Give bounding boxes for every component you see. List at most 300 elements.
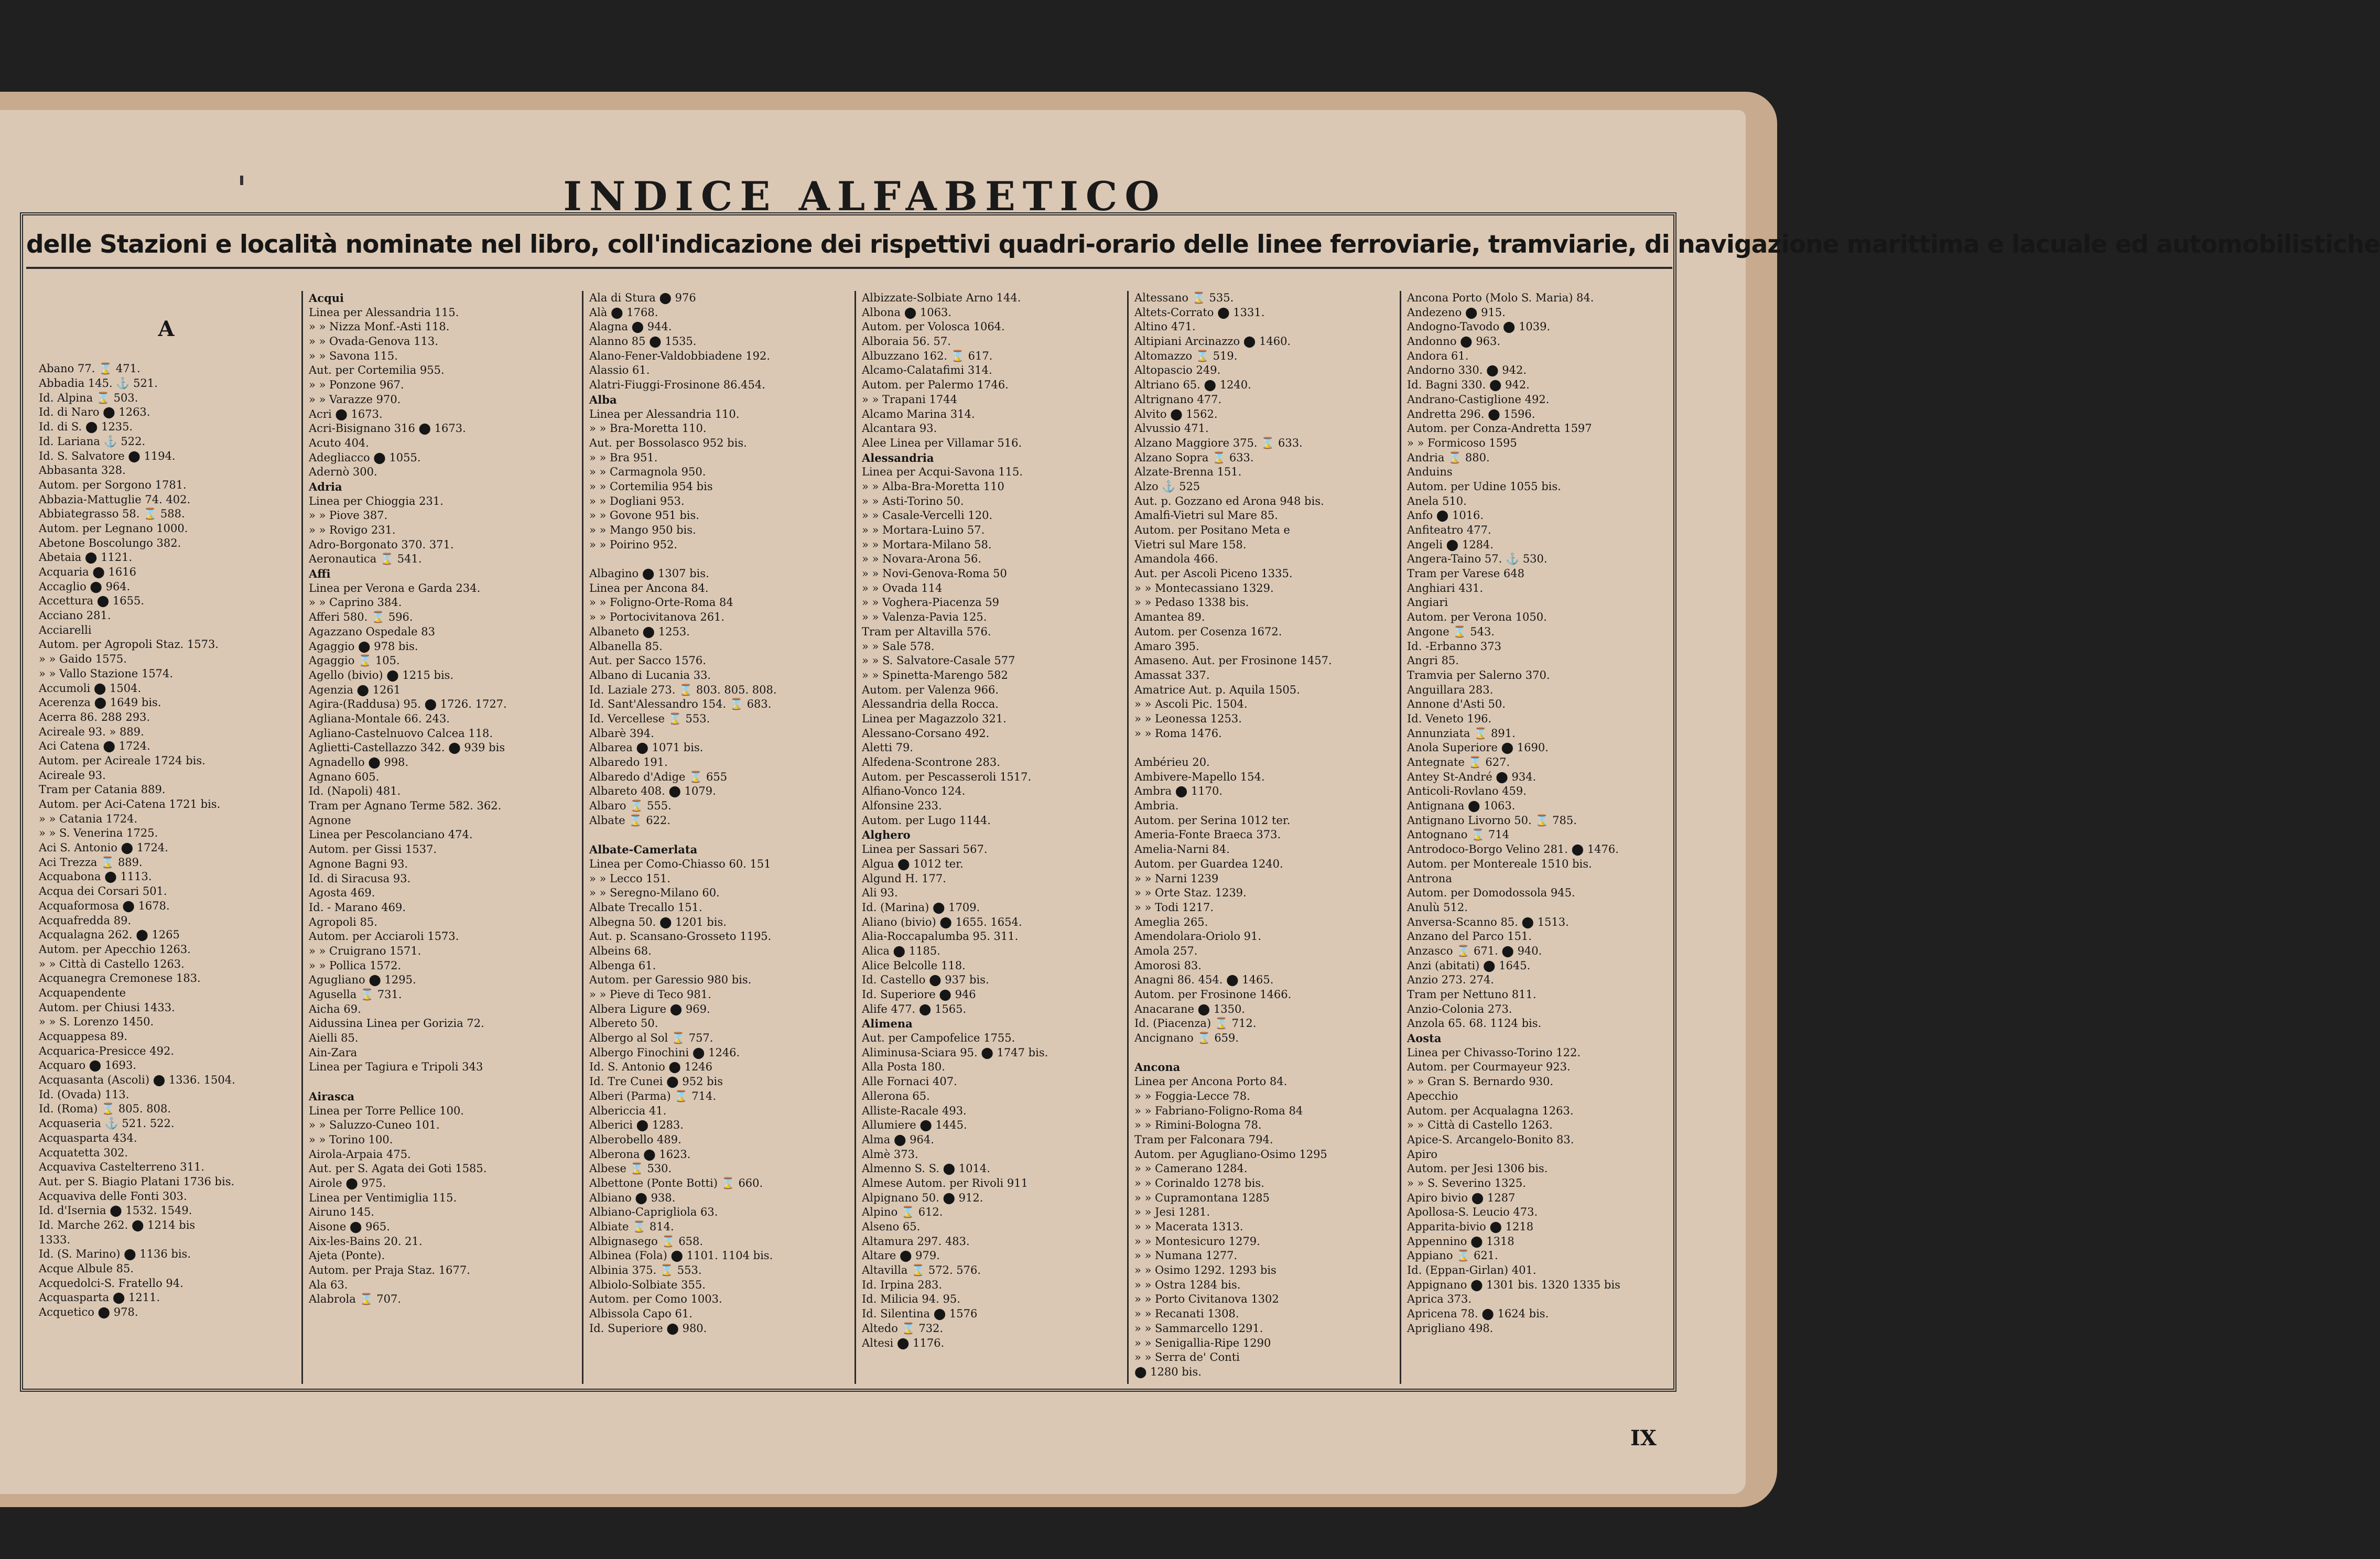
index-entry: Aglietti-Castellazzo 342. ⬤ 939 bis	[309, 741, 505, 754]
index-entry: Ala di Stura ⬤ 976	[589, 291, 696, 304]
index-entry: Autom. per Garessio 980 bis.	[589, 973, 752, 987]
index-entry: » » Montecassiano 1329.	[1134, 581, 1274, 594]
index-entry: Autom. per Apecchio 1263.	[39, 943, 191, 956]
index-entry: Ancignano ⌛ 659.	[1134, 1032, 1239, 1045]
index-entry: » » Piove 387.	[309, 509, 388, 522]
index-entry: Aut. p. Gozzano ed Arona 948 bis.	[1134, 494, 1324, 507]
index-entry: Albeins 68.	[589, 944, 652, 957]
index-entry: Anola Superiore ⬤ 1690.	[1407, 741, 1549, 754]
index-entry: Altavilla ⌛ 572. 576.	[862, 1264, 981, 1277]
index-entry: » » Saluzzo-Cuneo 101.	[309, 1119, 440, 1132]
index-heading-entry: Affi	[309, 567, 331, 581]
index-entry: Amaro 395.	[1134, 640, 1199, 653]
index-entry: Alfiano-Vonco 124.	[862, 785, 966, 798]
index-entry: Alcantara 93.	[862, 422, 937, 435]
index-entry: Tramvia per Salerno 370.	[1407, 668, 1550, 681]
index-entry: Agnone	[309, 814, 351, 827]
index-entry: Anghiari 431.	[1407, 581, 1484, 594]
index-entry: Alberona ⬤ 1623.	[589, 1147, 691, 1161]
index-entry: Aletti 79.	[862, 741, 913, 754]
index-entry: Alzo ⚓ 525	[1134, 480, 1200, 493]
index-entry: Agaggio ⬤ 978 bis.	[309, 640, 418, 653]
index-entry: Tram per Agnano Terme 582. 362.	[309, 799, 502, 813]
index-entry: Autom. per Sorgono 1781.	[39, 478, 187, 491]
index-entry: Id. Vercellese ⌛ 553.	[589, 712, 710, 725]
index-entry: Id. (S. Marino) ⬤ 1136 bis.	[39, 1248, 191, 1261]
index-entry: » » Foggia-Lecce 78.	[1134, 1089, 1250, 1102]
index-entry: Airuno 145.	[309, 1206, 375, 1219]
index-entry: Albaredo d'Adige ⌛ 655	[589, 770, 728, 783]
index-entry: Altamura 297. 483.	[862, 1235, 970, 1248]
index-entry: Acquafredda 89.	[39, 914, 132, 927]
index-entry: Agnone Bagni 93.	[309, 857, 408, 870]
index-entry: Aicha 69.	[309, 1002, 361, 1015]
index-entry: Antey St-André ⬤ 934.	[1407, 770, 1537, 783]
index-entry: » » S. Lorenzo 1450.	[39, 1015, 154, 1028]
index-entry: Alberici ⬤ 1283.	[589, 1119, 684, 1132]
index-entry: Autom. per Frosinone 1466.	[1134, 988, 1292, 1001]
index-entry: Albergo Finochini ⬤ 1246.	[589, 1046, 740, 1059]
index-entry: Agnano 605.	[309, 770, 380, 783]
index-entry: » » Voghera-Piacenza 59	[862, 596, 1000, 609]
index-entry: Aut. per Ascoli Piceno 1335.	[1134, 567, 1293, 580]
index-entry: Accumoli ⬤ 1504.	[39, 681, 142, 695]
index-entry: Alanno 85 ⬤ 1535.	[589, 335, 697, 348]
index-entry: » » Senigallia-Ripe 1290	[1134, 1336, 1271, 1349]
index-entry: » » Osimo 1292. 1293 bis	[1134, 1264, 1276, 1277]
index-entry: Alcamo Marina 314.	[862, 407, 975, 420]
index-entry: » » Asti-Torino 50.	[862, 494, 964, 507]
index-entry: Alpino ⌛ 612.	[862, 1206, 943, 1219]
index-entry: Amola 257.	[1134, 944, 1198, 957]
index-column-2	[307, 291, 564, 1387]
index-entry: Id. Lariana ⚓ 522.	[39, 435, 146, 448]
index-entry: Albaro ⌛ 555.	[589, 799, 672, 813]
index-entry: » » Foligno-Orte-Roma 84	[589, 596, 733, 609]
column-divider	[1400, 291, 1401, 1384]
index-entry: Ala 63.	[309, 1278, 348, 1291]
index-entry: Id. Veneto 196.	[1407, 712, 1492, 725]
index-entry: Autom. per Udine 1055 bis.	[1407, 480, 1561, 493]
index-entry: » » Montesicuro 1279.	[1134, 1235, 1260, 1248]
index-entry: Id. -Erbanno 373	[1407, 640, 1501, 653]
index-entry: Alcamo-Calatafimi 314.	[862, 364, 992, 377]
index-entry: » » Numana 1277.	[1134, 1249, 1238, 1262]
index-entry: Autom. per Legnano 1000.	[39, 522, 188, 535]
index-entry: » » Corinaldo 1278 bis.	[1134, 1176, 1264, 1189]
index-entry	[309, 1075, 564, 1089]
index-entry: Id. di Siracusa 93.	[309, 872, 411, 885]
index-entry: » » Sammarcello 1291.	[1134, 1322, 1263, 1335]
index-entry: » » Spinetta-Marengo 582	[862, 668, 1008, 681]
index-entry: Linea per Acqui-Savona 115.	[862, 465, 1023, 479]
index-entry: Id. (Eppan-Girlan) 401.	[1407, 1264, 1537, 1277]
index-heading-entry: Alimena	[862, 1017, 913, 1031]
index-entry: Ain-Zara	[309, 1046, 358, 1059]
index-entry: Algund H. 177.	[862, 872, 946, 885]
index-entry: Alberi (Parma) ⌛ 714.	[589, 1089, 717, 1102]
index-entry: Id. (Piacenza) ⌛ 712.	[1134, 1017, 1257, 1030]
index-entry: Ambérieu 20.	[1134, 756, 1210, 768]
index-entry: Id. Marche 262. ⬤ 1214 bis	[39, 1218, 196, 1231]
index-entry: Apollosa-S. Leucio 473.	[1407, 1206, 1538, 1219]
index-entry: Appiano ⌛ 621.	[1407, 1249, 1498, 1262]
index-entry: Albese ⌛ 530.	[589, 1162, 672, 1175]
index-entry: Albate ⌛ 622.	[589, 814, 670, 827]
index-column-6	[1405, 291, 1672, 1387]
index-entry: Id. (Ovada) 113.	[39, 1088, 129, 1101]
index-entry: Apparita-bivio ⬤ 1218	[1407, 1220, 1534, 1233]
index-entry: Acqua dei Corsari 501.	[39, 885, 167, 898]
index-entry: Alfedena-Scontrone 283.	[862, 756, 1000, 768]
index-entry: Acquaviva delle Fonti 303.	[39, 1189, 187, 1203]
index-entry: Acquasparta ⬤ 1211.	[39, 1291, 160, 1304]
index-entry: Alano-Fener-Valdobbiadene 192.	[589, 349, 771, 362]
index-entry: Apiro	[1407, 1147, 1438, 1161]
index-entry: Ambra ⬤ 1170.	[1134, 785, 1223, 798]
index-entry: Linea per Alessandria 110.	[589, 407, 740, 420]
index-entry: Amandola 466.	[1134, 553, 1218, 566]
index-entry: Agugliano ⬤ 1295.	[309, 973, 416, 987]
index-entry: Acquaro ⬤ 1693.	[39, 1059, 137, 1072]
index-entry: Tram per Altavilla 576.	[862, 625, 991, 638]
index-entry: Albaredo 191.	[589, 756, 668, 768]
index-entry: Aliminusa-Sciara 95. ⬤ 1747 bis.	[862, 1046, 1048, 1059]
page-title: INDICE ALFABETICO	[563, 173, 1167, 220]
index-entry: Acuto 404.	[309, 436, 369, 449]
index-entry: Amendolara-Oriolo 91.	[1134, 930, 1262, 943]
index-entry: Alassio 61.	[589, 364, 650, 377]
index-entry: Angera-Taino 57. ⚓ 530.	[1407, 553, 1548, 566]
index-entry: » » Torino 100.	[309, 1133, 393, 1146]
index-entry: Alseno 65.	[862, 1220, 921, 1233]
index-entry: » » Vallo Stazione 1574.	[39, 667, 174, 680]
index-entry: » » Trapani 1744	[862, 393, 957, 406]
index-entry: Apricena 78. ⬤ 1624 bis.	[1407, 1307, 1549, 1320]
index-heading-entry: Airasca	[309, 1089, 355, 1103]
index-entry: Autom. per Conza-Andretta 1597	[1407, 422, 1592, 435]
index-entry: Appennino ⬤ 1318	[1407, 1235, 1514, 1248]
index-entry: Altessano ⌛ 535.	[1134, 291, 1234, 304]
index-entry: Autom. per Palermo 1746.	[862, 378, 1009, 392]
index-entry: Abetone Boscolungo 382.	[39, 536, 181, 549]
index-entry: Alabrola ⌛ 707.	[309, 1293, 402, 1306]
index-entry: Id. Alpina ⌛ 503.	[39, 391, 138, 404]
index-entry: Aeronautica ⌛ 541.	[309, 553, 422, 566]
index-entry: Acri ⬤ 1673.	[309, 407, 383, 420]
index-entry: Antrona	[1407, 872, 1452, 885]
index-entry: Albona ⬤ 1063.	[862, 306, 951, 319]
index-entry: Autom. per Acireale 1724 bis.	[39, 754, 205, 767]
index-entry: Antognano ⌛ 714	[1407, 828, 1510, 841]
index-entry: Abbadia 145. ⚓ 521.	[39, 377, 158, 390]
index-entry: Linea per Alessandria 115.	[309, 306, 459, 319]
index-entry: Altino 471.	[1134, 320, 1196, 333]
index-entry: Acciano 281.	[39, 609, 111, 622]
index-entry: Acque Albule 85.	[39, 1262, 134, 1275]
index-entry: Adegliacco ⬤ 1055.	[309, 451, 421, 464]
index-entry: Andora 61.	[1407, 349, 1469, 362]
index-entry: Angone ⌛ 543.	[1407, 625, 1495, 638]
index-entry: Almese Autom. per Rivoli 911	[862, 1176, 1028, 1189]
index-entry: Id. Sant'Alessandro 154. ⌛ 683.	[589, 698, 772, 711]
index-entry: Acquedolci-S. Fratello 94.	[39, 1276, 183, 1290]
index-entry: » » Carmagnola 950.	[589, 465, 706, 479]
index-entry: » » Caprino 384.	[309, 596, 402, 609]
index-entry: » » Govone 951 bis.	[589, 509, 699, 522]
index-entry: Albizzate-Solbiate Arno 144.	[862, 291, 1021, 304]
index-entry: Autom. per Serina 1012 ter.	[1134, 814, 1291, 827]
index-entry: Alfonsine 233.	[862, 799, 942, 813]
index-entry	[1134, 1046, 1394, 1060]
index-entry: Acqualagna 262. ⬤ 1265	[39, 928, 180, 941]
index-entry: Albanella 85.	[589, 640, 663, 653]
index-entry: Tram per Varese 648	[1407, 567, 1524, 580]
index-entry: Ancona Porto (Molo S. Maria) 84.	[1407, 291, 1594, 304]
index-entry: Acquatetta 302.	[39, 1146, 128, 1159]
index-entry: Alessano-Corsano 492.	[862, 727, 990, 740]
index-entry: Adernò 300.	[309, 465, 377, 479]
index-entry: Ali 93.	[862, 886, 898, 900]
index-entry: Linea per Sassari 567.	[862, 843, 988, 856]
index-entry: » » Camerano 1284.	[1134, 1162, 1248, 1175]
index-entry: Albiate ⌛ 814.	[589, 1220, 674, 1233]
column-divider	[301, 291, 303, 1384]
index-entry: Autom. per Como 1003.	[589, 1293, 722, 1306]
index-entry: Albarè 394.	[589, 727, 654, 740]
index-entry: Agnadello ⬤ 998.	[309, 756, 409, 768]
index-entry: Acerenza ⬤ 1649 bis.	[39, 696, 161, 709]
index-entry: Albericcia 41.	[589, 1104, 667, 1117]
index-entry: Acquaviva Castelterreno 311.	[39, 1161, 204, 1174]
index-entry: Aut. per Sacco 1576.	[589, 654, 706, 667]
index-entry: Accaglio ⬤ 964.	[39, 580, 131, 593]
index-entry: » » Pollica 1572.	[309, 959, 402, 972]
index-entry: Autom. per Lugo 1144.	[862, 814, 991, 827]
index-entry: Albinia 375. ⌛ 553.	[589, 1264, 702, 1277]
index-entry: Autom. per Praja Staz. 1677.	[309, 1264, 470, 1277]
index-entry: Alia-Roccapalumba 95. 311.	[862, 930, 1019, 943]
index-entry: Albiano-Caprigliola 63.	[589, 1206, 718, 1219]
index-entry: » » Todi 1217.	[1134, 901, 1214, 914]
index-entry: Alma ⬤ 964.	[862, 1133, 934, 1146]
index-entry: Acquapendente	[39, 986, 126, 999]
index-entry: Aci S. Antonio ⬤ 1724.	[39, 841, 168, 854]
index-entry: Anguillara 283.	[1407, 683, 1494, 696]
index-entry: Alberobello 489.	[589, 1133, 681, 1146]
index-entry: Allerona 65.	[862, 1089, 930, 1102]
index-entry: Altrignano 477.	[1134, 393, 1222, 406]
index-entry: Anzio-Colonia 273.	[1407, 1002, 1512, 1015]
index-column-1	[37, 291, 294, 1387]
index-entry: » » Novi-Genova-Roma 50	[862, 567, 1007, 580]
index-entry: » » Città di Castello 1263.	[39, 957, 185, 970]
index-entry: Abbiategrasso 58. ⌛ 588.	[39, 507, 185, 521]
index-entry: Acquasanta (Ascoli) ⬤ 1336. 1504.	[39, 1074, 235, 1087]
index-entry: » » Pieve di Teco 981.	[589, 988, 711, 1001]
index-entry: Agenzia ⬤ 1261	[309, 683, 401, 696]
index-entry: Alatri-Fiuggi-Frosinone 86.454.	[589, 378, 765, 392]
index-entry: Aut. per S. Agata dei Goti 1585.	[309, 1162, 487, 1175]
index-entry: Linea per Ancona 84.	[589, 581, 709, 594]
index-entry: » » Recanati 1308.	[1134, 1307, 1239, 1320]
index-entry: Acquaseria ⚓ 521. 522.	[39, 1117, 175, 1130]
index-heading-entry: Albate-Camerlata	[589, 843, 698, 857]
index-entry: Acquaria ⬤ 1616	[39, 566, 136, 578]
index-entry: Id. - Marano 469.	[309, 901, 406, 914]
index-entry: Id. (Roma) ⌛ 805. 808.	[39, 1102, 171, 1116]
index-entry: Albignasego ⌛ 658.	[589, 1235, 704, 1248]
index-entry: Autom. per Agropoli Staz. 1573.	[39, 638, 219, 651]
index-entry	[39, 291, 294, 306]
index-entry: » » Roma 1476.	[1134, 727, 1222, 740]
index-entry: Acireale 93.	[39, 768, 106, 782]
index-entry: Autom. per Aci-Catena 1721 bis.	[39, 798, 221, 810]
index-entry: Anacarane ⬤ 1350.	[1134, 1002, 1245, 1015]
index-entry: Adro-Borgonato 370. 371.	[309, 538, 454, 551]
page-number: IX	[1630, 1426, 1657, 1450]
index-entry: Altare ⬤ 979.	[862, 1249, 940, 1262]
index-entry: » » Serra de' Conti	[1134, 1351, 1240, 1364]
index-entry: Tram per Catania 889.	[39, 783, 166, 796]
index-entry: Acquabona ⬤ 1113.	[39, 870, 152, 883]
index-entry: Alla Posta 180.	[862, 1060, 945, 1074]
index-entry	[589, 828, 849, 842]
index-entry: Anagni 86. 454. ⬤ 1465.	[1134, 973, 1274, 987]
index-entry: Amantea 89.	[1134, 611, 1205, 624]
index-entry: » » Varazze 970.	[309, 393, 401, 406]
index-entry: Aut. per Cortemilia 955.	[309, 364, 445, 377]
index-entry: Agropoli 85.	[309, 915, 377, 928]
index-entry: Aprica 373.	[1407, 1293, 1472, 1306]
index-entry: Autom. per Montereale 1510 bis.	[1407, 857, 1592, 870]
index-entry: Acquappesa 89.	[39, 1030, 128, 1043]
index-entry: Andogno-Tavodo ⬤ 1039.	[1407, 320, 1551, 333]
index-entry: Antignana ⬤ 1063.	[1407, 799, 1516, 813]
index-entry: » » Rimini-Bologna 78.	[1134, 1119, 1262, 1132]
index-entry: Autom. per Domodossola 945.	[1407, 886, 1575, 900]
index-entry: » » Portocivitanova 261.	[589, 611, 725, 624]
index-entry: Linea per Magazzolo 321.	[862, 712, 1007, 725]
index-entry: Aci Trezza ⌛ 889.	[39, 856, 143, 869]
index-entry: Altets-Corrato ⬤ 1331.	[1134, 306, 1265, 319]
index-entry: Altopascio 249.	[1134, 364, 1221, 377]
index-entry: » » Ovada 114	[862, 581, 943, 594]
index-entry: Albate Trecallo 151.	[589, 901, 702, 914]
index-entry: Alvussio 471.	[1134, 422, 1209, 435]
index-entry: Aut. per Campofelice 1755.	[862, 1032, 1015, 1045]
index-entry: Linea per Como-Chiasso 60. 151	[589, 857, 771, 870]
index-entry: Id. Milicia 94. 95.	[862, 1293, 960, 1306]
index-entry: Antegnate ⌛ 627.	[1407, 756, 1510, 768]
index-entry: Aielli 85.	[309, 1032, 359, 1045]
index-entry: » » Alba-Bra-Moretta 110	[862, 480, 1004, 493]
index-entry: » » Gran S. Bernardo 930.	[1407, 1075, 1554, 1088]
index-entry: » » Porto Civitanova 1302	[1134, 1293, 1279, 1306]
index-entry: Autom. per Gissi 1537.	[309, 843, 437, 856]
index-entry: Id. Castello ⬤ 937 bis.	[862, 973, 989, 987]
index-entry: Id. (Marina) ⬤ 1709.	[862, 901, 980, 914]
index-entry: Apecchio	[1407, 1089, 1458, 1102]
index-entry: Aci Catena ⬤ 1724.	[39, 740, 150, 753]
page-subtitle: delle Stazioni e località nominate nel libro, coll'indicazione dei rispettivi quadri-orario delle linee ferroviarie, tramviarie, di navigazione marittima e lacuale ed automobilistiche	[26, 223, 1672, 269]
index-entry: Autom. per Positano Meta e	[1134, 524, 1290, 536]
index-entry: Amalfi-Vietri sul Mare 85.	[1134, 509, 1278, 522]
index-entry: » » Catania 1724.	[39, 812, 138, 825]
index-entry: Acri-Bisignano 316 ⬤ 1673.	[309, 422, 466, 435]
index-entry: Id. S. Salvatore ⬤ 1194.	[39, 449, 176, 462]
index-entry: Apice-S. Arcangelo-Bonito 83.	[1407, 1133, 1574, 1146]
index-entry: Albagino ⬤ 1307 bis.	[589, 567, 709, 580]
index-entry: Aut. per Bossolasco 952 bis.	[589, 436, 747, 449]
index-entry: Alzate-Brenna 151.	[1134, 465, 1242, 479]
index-entry: Appignano ⬤ 1301 bis. 1320 1335 bis	[1407, 1278, 1620, 1291]
index-entry: Ameria-Fonte Braeca 373.	[1134, 828, 1281, 841]
index-entry: Linea per Chivasso-Torino 122.	[1407, 1046, 1581, 1059]
index-entry: Almenno S. S. ⬤ 1014.	[862, 1162, 990, 1175]
index-entry: Antrodoco-Borgo Velino 281. ⬤ 1476.	[1407, 843, 1619, 856]
index-entry: Alliste-Racale 493.	[862, 1104, 967, 1117]
index-entry: Albiolo-Solbiate 355.	[589, 1278, 706, 1291]
index-column-3	[587, 291, 849, 1387]
index-entry: » » Rovigo 231.	[309, 524, 396, 536]
index-entry: Id. Tre Cunei ⬤ 952 bis	[589, 1075, 723, 1088]
index-entry: Anzola 65. 68. 1124 bis.	[1407, 1017, 1542, 1030]
index-entry: Anduins	[1407, 465, 1453, 479]
index-entry: » » Città di Castello 1263.	[1407, 1119, 1553, 1132]
index-entry: Amorosi 83.	[1134, 959, 1202, 972]
index-entry: Linea per Chioggia 231.	[309, 494, 443, 507]
index-entry: Alboraia 56. 57.	[862, 335, 951, 348]
index-entry: Autom. per Guardea 1240.	[1134, 857, 1283, 870]
index-entry: Id. Silentina ⬤ 1576	[862, 1307, 978, 1320]
index-entry: Anticoli-Rovlano 459.	[1407, 785, 1527, 798]
index-entry: » » Casale-Vercelli 120.	[862, 509, 993, 522]
index-entry: Anzasco ⌛ 671. ⬤ 940.	[1407, 944, 1542, 957]
index-entry: Aidussina Linea per Gorizia 72.	[309, 1017, 484, 1030]
index-entry: Alife 477. ⬤ 1565.	[862, 1002, 967, 1015]
index-entry: Andretta 296. ⬤ 1596.	[1407, 407, 1535, 420]
index-entry: » » Cortemilia 954 bis	[589, 480, 713, 493]
index-entry: Linea per Tagiura e Tripoli 343	[309, 1060, 483, 1074]
index-entry: Airole ⬤ 975.	[309, 1176, 386, 1189]
index-entry: » » Mortara-Luino 57.	[862, 524, 985, 536]
index-entry: Antignano Livorno 50. ⌛ 785.	[1407, 814, 1577, 827]
index-entry: Albuzzano 162. ⌛ 617.	[862, 349, 993, 362]
index-entry: Anfiteatro 477.	[1407, 524, 1491, 536]
index-entry: Aix-les-Bains 20. 21.	[309, 1235, 423, 1248]
index-entry: Almè 373.	[862, 1147, 918, 1161]
index-entry: Abetaia ⬤ 1121.	[39, 551, 133, 564]
index-entry: Albenga 61.	[589, 959, 656, 972]
index-entry: Agliano-Castelnuovo Calcea 118.	[309, 727, 493, 740]
index-entry: Alica ⬤ 1185.	[862, 944, 940, 957]
index-entry: Abbazia-Mattuglie 74. 402.	[39, 493, 191, 506]
index-entry: » » S. Venerina 1725.	[39, 827, 158, 840]
index-entry: Altesi ⬤ 1176.	[862, 1336, 945, 1349]
index-entry: Albarea ⬤ 1071 bis.	[589, 741, 704, 754]
index-entry: Id. Superiore ⬤ 980.	[589, 1322, 707, 1335]
index-entry: Agira-(Raddusa) 95. ⬤ 1726. 1727.	[309, 698, 507, 711]
index-entry: Autom. per Acciaroli 1573.	[309, 930, 459, 943]
index-entry: Albettone (Ponte Botti) ⌛ 660.	[589, 1176, 763, 1189]
index-entry: Alagna ⬤ 944.	[589, 320, 672, 333]
index-entry: Agello (bivio) ⬤ 1215 bis.	[309, 668, 454, 681]
index-entry: Id. Laziale 273. ⌛ 803. 805. 808.	[589, 683, 777, 696]
index-entry: Amelia-Narni 84.	[1134, 843, 1230, 856]
index-entry: Allumiere ⬤ 1445.	[862, 1119, 967, 1132]
index-entry: Autom. per Verona 1050.	[1407, 611, 1547, 624]
